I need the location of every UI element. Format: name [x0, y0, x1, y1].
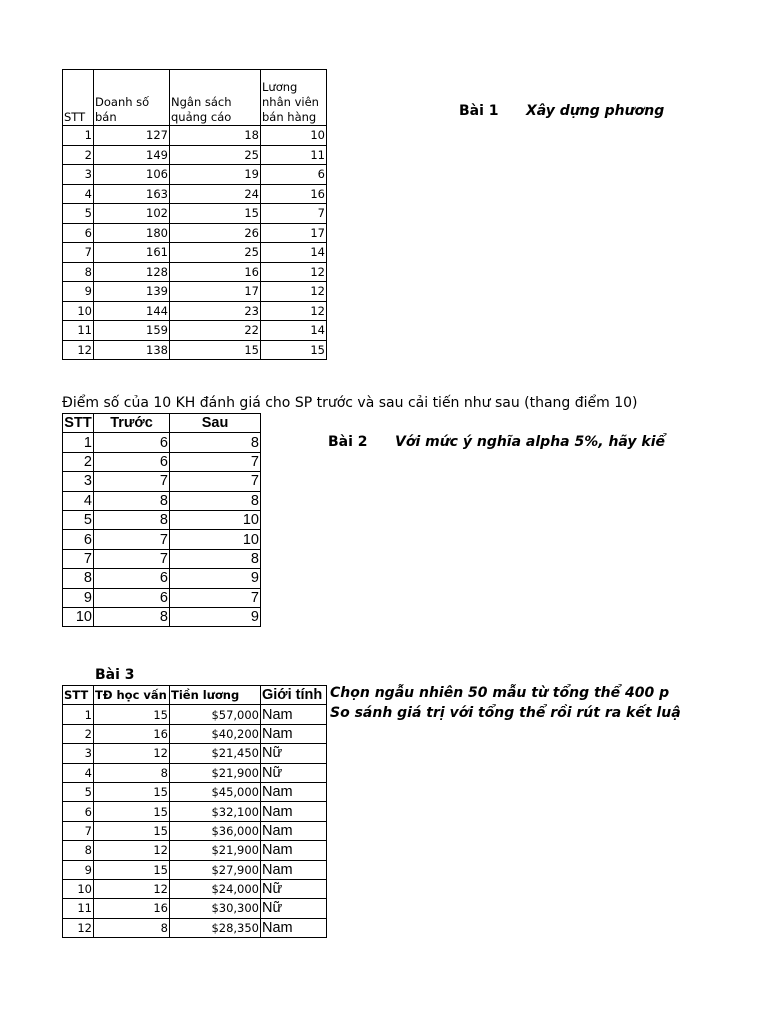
table-cell: 17: [261, 223, 327, 243]
table-cell: 8: [63, 262, 94, 282]
table-cell: 5: [63, 510, 94, 529]
table-row: [63, 340, 327, 360]
bai2-task: Với mức ý nghĩa alpha 5%, hãy kiể: [395, 434, 666, 450]
table-cell: 25: [170, 145, 261, 165]
header-stt: STT: [63, 686, 94, 705]
table-cell: 16: [170, 262, 261, 282]
table-cell: 16: [94, 724, 170, 743]
table-cell: 9: [170, 607, 261, 626]
header-stt: STT: [64, 415, 92, 432]
table-cell: 5: [63, 204, 94, 224]
table-cell: 1: [63, 433, 94, 452]
table-cell: $24,000: [170, 879, 261, 898]
table-cell: 139: [94, 282, 170, 302]
table-cell: 8: [170, 491, 261, 510]
table-cell: 3: [63, 744, 94, 763]
table-row: [63, 145, 327, 165]
table-row: [63, 184, 327, 204]
table-cell: 6: [63, 530, 94, 549]
table-cell: Nữ: [261, 763, 327, 782]
table-cell: 26: [170, 223, 261, 243]
table-cell: 8: [94, 510, 170, 529]
table-cell: 16: [94, 899, 170, 918]
header-tien-luong: Tiền lương: [170, 686, 261, 705]
bai2-rows: [63, 433, 261, 627]
table-cell: Nữ: [261, 879, 327, 898]
table-cell: 161: [94, 243, 170, 263]
table-cell: 15: [94, 705, 170, 724]
table-cell: 1: [63, 705, 94, 724]
table-row: [63, 549, 261, 568]
table-cell: Nam: [261, 841, 327, 860]
header-truoc: Trước: [94, 414, 170, 433]
table-cell: $36,000: [170, 821, 261, 840]
table-cell: $30,300: [170, 899, 261, 918]
table-cell: $21,900: [170, 763, 261, 782]
table-cell: 9: [63, 282, 94, 302]
table-cell: 11: [63, 321, 94, 341]
table-cell: 138: [94, 340, 170, 360]
bai2-intro: Điểm số của 10 KH đánh giá cho SP trước và sau cải tiến như sau (thang điểm 10): [62, 395, 638, 411]
table-row: [63, 126, 327, 146]
table-cell: Nam: [261, 724, 327, 743]
table-cell: 15: [94, 821, 170, 840]
table-row: [63, 452, 261, 471]
table-row: [63, 879, 327, 898]
bai2-header-row: [63, 414, 261, 433]
table-cell: 12: [63, 918, 94, 937]
table-cell: 10: [63, 301, 94, 321]
bai1-table: [62, 69, 327, 360]
table-row: [63, 223, 327, 243]
table-cell: 12: [261, 262, 327, 282]
header-luong-nhan-vien: Lương nhân viên bán hàng: [261, 70, 327, 126]
table-cell: 127: [94, 126, 170, 146]
table-cell: 8: [94, 491, 170, 510]
table-row: [63, 243, 327, 263]
table-cell: $27,900: [170, 860, 261, 879]
table-cell: 10: [261, 126, 327, 146]
table-row: [63, 262, 327, 282]
table-cell: 8: [170, 433, 261, 452]
table-cell: 8: [170, 549, 261, 568]
bai1-task: Xây dựng phương: [526, 103, 665, 119]
table-cell: 4: [63, 184, 94, 204]
table-cell: 11: [261, 145, 327, 165]
table-cell: 8: [94, 763, 170, 782]
table-row: [63, 165, 327, 185]
table-cell: 2: [63, 724, 94, 743]
table-cell: 9: [170, 569, 261, 588]
table-cell: 7: [261, 204, 327, 224]
table-row: [63, 301, 327, 321]
table-row: [63, 802, 327, 821]
header-ngan-sach-quang-cao: Ngân sách quảng cáo: [170, 70, 261, 126]
table-cell: 128: [94, 262, 170, 282]
table-cell: 7: [63, 821, 94, 840]
table-cell: 12: [261, 301, 327, 321]
table-row: [63, 763, 327, 782]
table-row: [63, 433, 261, 452]
table-cell: 15: [94, 802, 170, 821]
table-cell: 15: [170, 204, 261, 224]
table-cell: Nam: [261, 705, 327, 724]
table-cell: $45,000: [170, 782, 261, 801]
table-cell: 7: [170, 588, 261, 607]
table-cell: 180: [94, 223, 170, 243]
table-cell: 6: [94, 569, 170, 588]
header-doanh-so-ban: Doanh số bán: [94, 70, 170, 126]
table-cell: 10: [63, 607, 94, 626]
header-sau: Sau: [170, 414, 261, 433]
table-cell: 9: [63, 588, 94, 607]
table-row: [63, 510, 261, 529]
table-cell: 8: [94, 918, 170, 937]
table-cell: 5: [63, 782, 94, 801]
table-cell: 16: [261, 184, 327, 204]
table-cell: $57,000: [170, 705, 261, 724]
table-row: [63, 918, 327, 937]
table-row: [63, 899, 327, 918]
table-cell: 6: [94, 433, 170, 452]
table-cell: Nam: [261, 860, 327, 879]
table-row: [63, 491, 261, 510]
table-cell: 11: [63, 899, 94, 918]
table-cell: Nam: [261, 821, 327, 840]
table-cell: 23: [170, 301, 261, 321]
table-row: [63, 744, 327, 763]
table-row: [63, 472, 261, 491]
table-cell: 7: [170, 452, 261, 471]
bai1-label: Bài 1: [459, 103, 499, 119]
table-cell: 12: [94, 841, 170, 860]
table-cell: 10: [170, 530, 261, 549]
table-row: [63, 530, 261, 549]
table-cell: 159: [94, 321, 170, 341]
table-row: [63, 282, 327, 302]
bai3-label: Bài 3: [95, 667, 135, 683]
bai3-table: [62, 685, 327, 938]
header-td-hoc-van: TĐ học vấn: [94, 686, 170, 705]
table-cell: 4: [63, 763, 94, 782]
table-cell: 10: [63, 879, 94, 898]
table-cell: 1: [63, 126, 94, 146]
table-cell: Nữ: [261, 899, 327, 918]
table-cell: 14: [261, 243, 327, 263]
table-cell: 144: [94, 301, 170, 321]
bai2-table: [62, 413, 261, 627]
table-cell: 8: [94, 607, 170, 626]
table-cell: 163: [94, 184, 170, 204]
table-cell: 6: [94, 452, 170, 471]
table-cell: $40,200: [170, 724, 261, 743]
table-cell: 7: [63, 549, 94, 568]
table-cell: 7: [170, 472, 261, 491]
table-cell: 14: [261, 321, 327, 341]
table-cell: 24: [170, 184, 261, 204]
table-row: [63, 705, 327, 724]
table-cell: 12: [94, 744, 170, 763]
table-cell: 12: [94, 879, 170, 898]
table-cell: 8: [63, 569, 94, 588]
table-cell: 2: [63, 145, 94, 165]
table-cell: 4: [63, 491, 94, 510]
table-cell: Nữ: [261, 744, 327, 763]
table-cell: 7: [63, 243, 94, 263]
table-row: [63, 588, 261, 607]
table-row: [63, 607, 261, 626]
table-cell: Nam: [261, 782, 327, 801]
table-row: [63, 321, 327, 341]
bai2-label: Bài 2: [328, 434, 368, 450]
table-cell: 17: [170, 282, 261, 302]
table-cell: 22: [170, 321, 261, 341]
bai1-rows: [63, 126, 327, 360]
table-cell: $32,100: [170, 802, 261, 821]
header-gioi-tinh: Giới tính: [261, 686, 327, 705]
table-cell: 149: [94, 145, 170, 165]
table-cell: 25: [170, 243, 261, 263]
header-stt: STT: [63, 70, 94, 126]
table-row: [63, 724, 327, 743]
table-cell: $21,900: [170, 841, 261, 860]
table-cell: $28,350: [170, 918, 261, 937]
table-cell: 15: [94, 860, 170, 879]
table-cell: 6: [261, 165, 327, 185]
table-cell: Nam: [261, 918, 327, 937]
table-cell: 15: [94, 782, 170, 801]
table-row: [63, 569, 261, 588]
table-cell: 12: [261, 282, 327, 302]
table-cell: 3: [63, 472, 94, 491]
table-cell: 15: [170, 340, 261, 360]
table-cell: $21,450: [170, 744, 261, 763]
table-cell: 7: [94, 472, 170, 491]
table-cell: 2: [63, 452, 94, 471]
table-cell: 6: [94, 588, 170, 607]
table-cell: Nam: [261, 802, 327, 821]
table-row: [63, 860, 327, 879]
table-cell: 106: [94, 165, 170, 185]
table-cell: 6: [63, 223, 94, 243]
table-cell: 8: [63, 841, 94, 860]
table-cell: 18: [170, 126, 261, 146]
table-row: [63, 841, 327, 860]
table-cell: 102: [94, 204, 170, 224]
table-row: [63, 782, 327, 801]
bai3-header-row: [63, 686, 327, 705]
table-cell: 9: [63, 860, 94, 879]
bai3-task-line1: Chọn ngẫu nhiên 50 mẫu từ tổng thể 400 p: [330, 685, 670, 701]
table-cell: 10: [170, 510, 261, 529]
table-cell: 3: [63, 165, 94, 185]
table-row: [63, 204, 327, 224]
table-cell: 15: [261, 340, 327, 360]
bai1-header-row: [63, 70, 327, 126]
bai3-rows: [63, 705, 327, 938]
table-cell: 6: [63, 802, 94, 821]
table-row: [63, 821, 327, 840]
table-cell: 12: [63, 340, 94, 360]
table-cell: 7: [94, 530, 170, 549]
table-cell: 19: [170, 165, 261, 185]
table-cell: 7: [94, 549, 170, 568]
bai3-task-line2: So sánh giá trị với tổng thể rồi rút ra kết luậ: [330, 705, 681, 721]
